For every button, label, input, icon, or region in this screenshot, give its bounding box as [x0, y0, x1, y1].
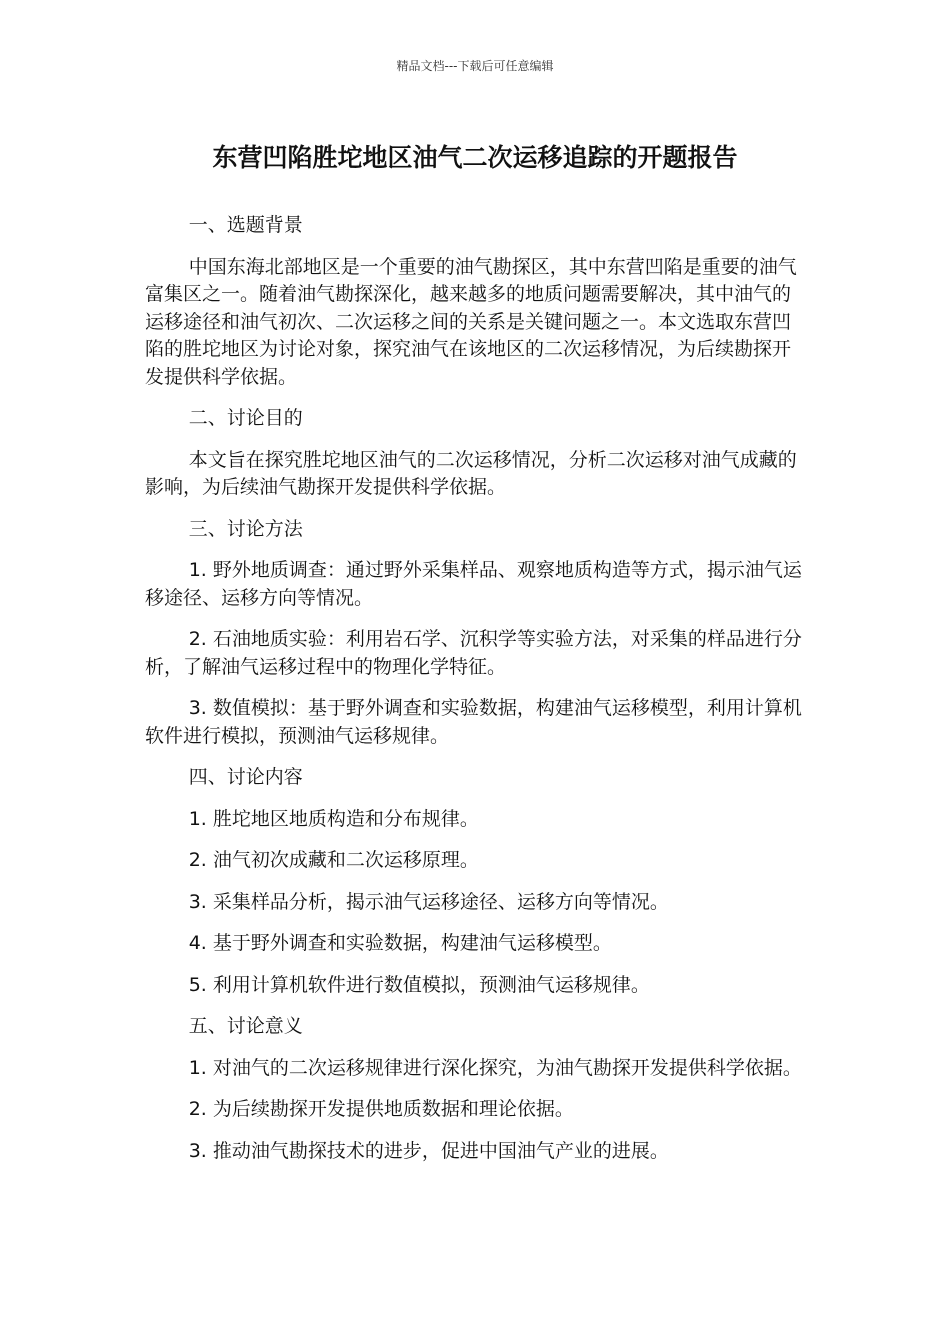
header-note: 精品文档---下载后可任意编辑 [396, 59, 554, 73]
section-heading-background: 一、选题背景 [188, 214, 303, 236]
list-item-content-3: 3. 采集样品分析，揭示油气运移途径、运移方向等情况。 [188, 890, 669, 913]
list-item-method-3: 3. 数值模拟：基于野外调查和实验数据，构建油气运移模型，利用计算机软件进行模拟，预测油气运移规律。 [145, 697, 802, 747]
document-body [145, 212, 805, 1179]
list-item-content-4: 4. 基于野外调查和实验数据，构建油气运移模型。 [188, 932, 612, 954]
list-item-content-1: 1. 胜坨地区地质构造和分布规律。 [188, 807, 479, 830]
section-heading-significance: 五、讨论意义 [188, 1015, 303, 1037]
list-item-significance-1: 1. 对油气的二次运移规律进行深化探究，为油气勘探开发提供科学依据。 [188, 1056, 802, 1079]
list-item-content-5: 5. 利用计算机软件进行数值模拟，预测油气运移规律。 [188, 973, 650, 996]
list-item-method-2: 2. 石油地质实验：利用岩石学、沉积学等实验方法，对采集的样品进行分析，了解油气运移过程中的物理化学特征。 [145, 628, 802, 678]
section-heading-purpose: 二、讨论目的 [188, 407, 303, 429]
list-item-content-2: 2. 油气初次成藏和二次运移原理。 [188, 849, 479, 871]
paragraph-background: 中国东海北部地区是一个重要的油气勘探区，其中东营凹陷是重要的油气富集区之一。随着油气勘探深化，越来越多的地质问题需要解决，其中油气的运移途径和油气初次、二次运移之间的关系是关键问题之一。本文选取东营凹陷的胜坨地区为讨论对象，探究油气在该地区的二次运移情况，为后续勘探开发提供科学依据。 [145, 255, 797, 388]
list-item-significance-2: 2. 为后续勘探开发提供地质数据和理论依据。 [188, 1098, 574, 1120]
list-item-significance-3: 3. 推动油气勘探技术的进步，促进中国油气产业的进展。 [188, 1139, 669, 1162]
section-heading-content: 四、讨论内容 [188, 766, 303, 788]
list-item-method-1: 1. 野外地质调查：通过野外采集样品、观察地质构造等方式，揭示油气运移途径、运移方向等情况。 [145, 559, 802, 609]
paragraph-purpose: 本文旨在探究胜坨地区油气的二次运移情况，分析二次运移对油气成藏的影响，为后续油气勘探开发提供科学依据。 [145, 448, 797, 498]
document-title: 东营凹陷胜坨地区油气二次运移追踪的开题报告 [212, 143, 738, 172]
section-heading-methods: 三、讨论方法 [188, 517, 303, 540]
